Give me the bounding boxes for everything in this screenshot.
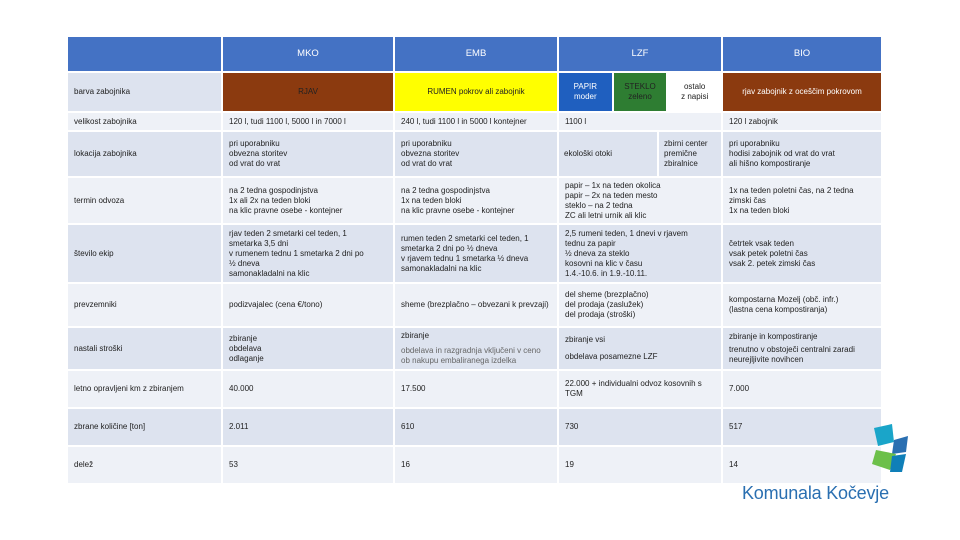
cell-line: zbiranje in kompostiranje [729, 332, 818, 342]
cell-line: 16 [401, 460, 410, 469]
cell-line: v rumenem tednu 1 smetarka 2 dni po [229, 248, 364, 258]
cell-line: obdelava posamezne LZF [565, 352, 658, 362]
cell-line: zbiranje [229, 333, 258, 343]
lzf-cell [559, 284, 721, 326]
cell-line: moder [573, 92, 597, 101]
cell-line: 53 [229, 460, 238, 469]
cell-line: obvezna storitev [401, 149, 460, 158]
cell-line: na 2 tedna gospodinjstva [401, 185, 490, 195]
bio-bottom [729, 345, 875, 365]
cell-line: papir – 2x na teden mesto [565, 190, 658, 200]
cell-line: premične [664, 149, 697, 158]
cell-line: (lastna cena kompostiranja) [729, 305, 828, 314]
cell-line: ob nakupu embaliranega izdelka [401, 356, 517, 365]
cell-line: hodisi zabojnik od vrat do vrat [729, 149, 835, 158]
header-bio: BIO [723, 37, 881, 71]
logo-piece-blue [874, 424, 894, 446]
cell-line: 1x na teden poletni čas, na 2 tedna [729, 185, 854, 195]
header-mko: MKO [223, 37, 393, 71]
cell-line: rumen teden 2 smetarki cel teden, 1 [401, 233, 529, 243]
lzf-color-cell [559, 73, 721, 111]
emb-top [401, 331, 551, 341]
cell-line: 1.4.-10.6. in 1.9.-10.11. [565, 268, 648, 278]
emb-cell [395, 284, 557, 326]
cell-line: vsak 2. petek zimski čas [729, 258, 816, 268]
row-label [68, 178, 221, 223]
cell-line: 1x ali 2x na teden bloki [229, 195, 311, 205]
lzf-color-part [559, 73, 612, 111]
cell-line: z napisi [681, 92, 709, 101]
company-name: Komunala Kočevje [742, 483, 889, 503]
mko-color-cell [223, 73, 393, 111]
cell-line: del sheme (brezplačno) [565, 290, 649, 299]
mko-cell [223, 284, 393, 326]
row-label [68, 73, 221, 111]
cell-line: obvezna storitev [229, 149, 288, 158]
cell-line: na 2 tedna gospodinjstva [229, 185, 318, 195]
emb-cell [395, 447, 557, 483]
mko-cell [223, 178, 393, 223]
cell-line: 120 l zabojnik [729, 116, 778, 126]
bio-top [729, 332, 875, 342]
emb-cell [395, 113, 557, 130]
cell-line: obdelava in razgradnja vključeni v ceno [401, 346, 541, 355]
row-label [68, 225, 221, 282]
lzf-cell [559, 447, 721, 483]
bio-cell [723, 178, 881, 223]
cell-line: pri uporabniku [401, 139, 452, 148]
cell-line: 517 [729, 422, 743, 431]
cell-line: 240 l, tudi 1100 l in 5000 l kontejner [401, 116, 527, 126]
lzf-top [565, 335, 715, 345]
cell-line: PAPIR [573, 82, 598, 91]
cell-line: ekološki otoki [564, 149, 613, 158]
lzf-cell [559, 132, 721, 176]
cell-line: zeleno [628, 92, 652, 101]
bio-cell [723, 371, 881, 407]
logo-piece-darkblue [892, 436, 908, 454]
row-label-text: termin odvoza [74, 195, 125, 205]
mko-cell [223, 113, 393, 130]
lzf-right [659, 132, 721, 176]
row-label-text: zbrane količine [ton] [74, 422, 146, 431]
header-blank [68, 37, 221, 71]
cell-line: 40.000 [229, 384, 254, 393]
cell-line: zbiralnice [664, 159, 698, 168]
cell-line: smetarka 2 dni po ½ dneva [401, 243, 498, 253]
row-label [68, 447, 221, 483]
emb-cell [395, 328, 557, 369]
mko-cell [223, 225, 393, 282]
mko-cell [223, 371, 393, 407]
lzf-bottom [565, 352, 715, 362]
bio-cell [723, 284, 881, 326]
emb-cell [395, 178, 557, 223]
cell-line: četrtek vsak teden [729, 238, 794, 248]
cell-line: rjav teden 2 smetarki cel teden, 1 [229, 228, 347, 238]
cell-line: 14 [729, 460, 738, 469]
row-label-text: lokacija zabojnika [74, 149, 137, 158]
cell-line: ostalo [683, 82, 706, 91]
cell-line: ½ dneva [229, 258, 260, 268]
lzf-cell [559, 225, 721, 282]
emb-cell [395, 371, 557, 407]
lzf-cell [559, 328, 721, 369]
cell-line: STEKLO [624, 82, 656, 91]
cell-line: zbiranje vsi [565, 334, 606, 344]
cell-line: rjav zabojnik z oceščim pokrovom [742, 87, 862, 96]
header-emb: EMB [395, 37, 557, 71]
lzf-cell [559, 409, 721, 445]
cell-line: samonakladalni na klic [229, 268, 310, 278]
cell-line: obdelava [229, 343, 262, 353]
row-label-text: velikost zabojnika [74, 116, 137, 126]
cell-line: 22.000 + individualni odvoz kosovnih s [565, 379, 702, 388]
row-label [68, 371, 221, 407]
header-lzf: LZF [559, 37, 721, 71]
cell-line: del prodaja (zaslužek) [565, 300, 644, 309]
row-label [68, 284, 221, 326]
cell-line: od vrat do vrat [229, 159, 281, 168]
emb-color-cell [395, 73, 557, 111]
lzf-cell [559, 371, 721, 407]
cell-line: na klic pravne osebe - kontejner [229, 205, 343, 215]
mko-cell [223, 328, 393, 369]
cell-line: vsak petek poletni čas [729, 248, 808, 258]
mko-cell [223, 132, 393, 176]
cell-line: kompostarna Mozelj (obč. infr.) [729, 295, 839, 304]
bio-cell [723, 113, 881, 130]
cell-line: zimski čas [729, 195, 766, 205]
emb-cell [395, 132, 557, 176]
cell-line: zbiranje [401, 331, 430, 340]
cell-line: tednu za papir [565, 238, 616, 248]
cell-line: na klic pravne osebe - kontejner [401, 205, 515, 215]
cell-line: 2.011 [229, 422, 249, 431]
cell-line: kosovni na klic v času [565, 258, 643, 268]
lzf-left [559, 132, 657, 176]
row-label [68, 409, 221, 445]
cell-line: del prodaja (stroški) [565, 310, 636, 319]
row-label-text: letno opravljeni km z zbiranjem [74, 384, 184, 393]
cell-line: 730 [565, 422, 579, 431]
row-label [68, 328, 221, 369]
cell-line: 7.000 [729, 384, 750, 393]
row-label-text: barva zabojnika [74, 87, 131, 96]
cell-line: 17.500 [401, 384, 426, 393]
cell-line: v rjavem tednu 1 smetarka ½ dneva [401, 253, 529, 263]
cell-line: 2,5 rumeni teden, 1 dnevi v rjavem [565, 228, 688, 238]
lzf-color-part [614, 73, 667, 111]
lzf-color-part [668, 73, 721, 111]
cell-line: ½ dneva za steklo [565, 248, 630, 258]
row-label-text: delež [74, 460, 94, 469]
cell-line: papir – 1x na teden okolica [565, 180, 661, 190]
cell-line: RJAV [298, 87, 318, 96]
cell-line: zbirni center [664, 139, 708, 148]
row-label [68, 113, 221, 130]
cell-line: ali hišno kompostiranje [729, 159, 811, 168]
cell-line: odlaganje [229, 353, 264, 363]
cell-line: podizvajalec (cena €/tono) [229, 300, 323, 309]
cell-line: RUMEN pokrov ali zabojnik [427, 87, 525, 96]
cell-line: sheme (brezplačno – obvezani k prevzaji) [401, 300, 549, 309]
cell-line: samonakladalni na klic [401, 263, 482, 273]
cell-line: pri uporabniku [729, 139, 780, 148]
cell-line: 1x na teden bloki [729, 205, 790, 215]
emb-cell [395, 409, 557, 445]
bio-cell [723, 132, 881, 176]
cell-line: neurejljivite novihcen [729, 354, 804, 364]
cost-table [68, 37, 881, 483]
row-label [68, 132, 221, 176]
cell-line: pri uporabniku [229, 139, 280, 148]
bio-cell [723, 225, 881, 282]
lzf-cell [559, 113, 721, 130]
bio-color-cell [723, 73, 881, 111]
row-label-text: prevzemniki [74, 300, 117, 309]
cell-line: trenutno v obstoječi centralni zaradi [729, 344, 855, 354]
cell-line: ZC ali letni urnik ali klic [565, 210, 647, 220]
mko-cell [223, 409, 393, 445]
row-label-text: število ekip [74, 248, 114, 258]
emb-cell [395, 225, 557, 282]
cell-line: 1x na teden bloki [401, 195, 462, 205]
lzf-cell [559, 178, 721, 223]
cell-line: 610 [401, 422, 415, 431]
cell-line: steklo – na 2 tedna [565, 200, 633, 210]
cell-line: od vrat do vrat [401, 159, 453, 168]
logo-piece-cyan [890, 454, 906, 472]
cell-line: 1100 l [565, 116, 587, 126]
cell-line: TGM [565, 389, 583, 398]
bio-cell [723, 328, 881, 369]
cell-line: 19 [565, 460, 574, 469]
emb-bottom [401, 346, 551, 366]
row-label-text: nastali stroški [74, 343, 123, 353]
cell-line: smetarka 3,5 dni [229, 238, 289, 248]
cell-line: 120 l, tudi 1100 l, 5000 l in 7000 l [229, 116, 346, 126]
mko-cell [223, 447, 393, 483]
